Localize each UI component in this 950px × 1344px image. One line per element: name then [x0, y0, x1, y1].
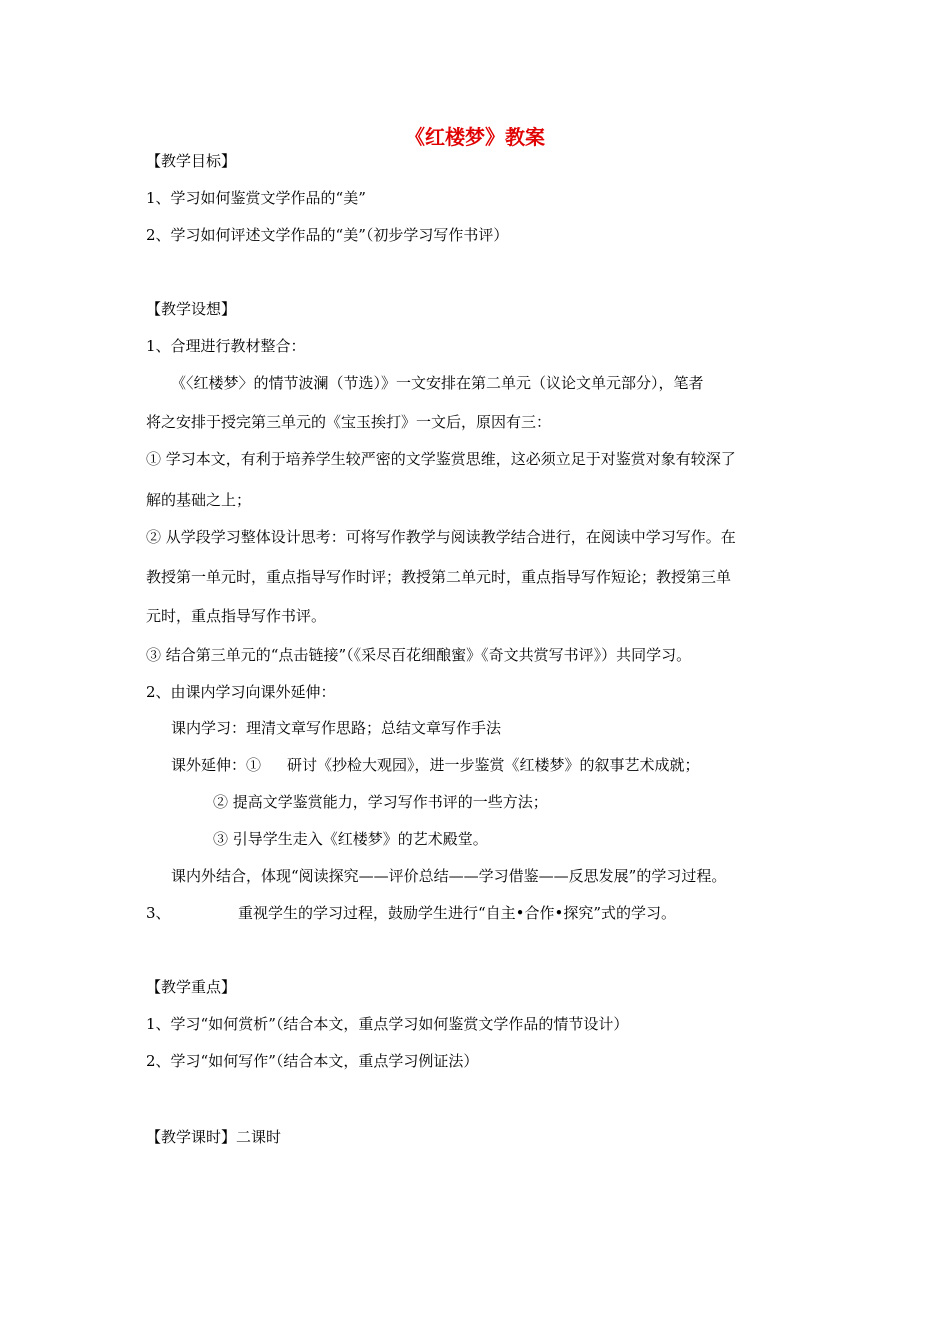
section-heading-hours — [146, 1127, 281, 1147]
document-title: 《红楼梦》教案 — [405, 125, 545, 149]
reason-line: 教授第一单元时，重点指导写作时评；教授第二单元时，重点指导写作短论；教授第三单 — [146, 568, 732, 586]
outer-extension-item: ② 提高文学鉴赏能力，学习写作书评的一些方法； — [213, 793, 548, 811]
reason-line: ① 学习本文，有利于培养学生较严密的文学鉴赏思维，这必须立足于对鉴赏对象有较深了 — [146, 450, 736, 468]
outer-extension-item: ③ 引导学生走入《红楼梦》的艺术殿堂。 — [213, 830, 488, 848]
outer-extension-label: 课外延伸：① — [171, 756, 262, 774]
outer-extension-item: 研讨《抄检大观园》，进一步鉴赏《红楼梦》的叙事艺术成就； — [287, 756, 700, 774]
reason-line: 元时，重点指导写作书评。 — [146, 607, 327, 625]
design-paragraph-line: 将之安排于授完第三单元的《宝玉挨打》一文后，原因有三： — [146, 413, 552, 431]
hours-value: 二课时 — [236, 1128, 282, 1146]
reason-line: 解的基础之上； — [146, 491, 252, 509]
section-heading-design: 【教学设想】 — [146, 300, 237, 318]
combine-line: 课内外结合，体现“阅读探究——评价总结——学习借鉴——反思发展”的学习过程。 — [171, 867, 727, 885]
design-paragraph-line: 《〈红楼梦〉的情节波澜（节选）》一文安排在第二单元（议论文单元部分），笔者 — [171, 374, 704, 392]
section-heading-goals: 【教学目标】 — [146, 152, 237, 170]
reason-line: ② 从学段学习整体设计思考：可将写作教学与阅读教学结合进行，在阅读中学习写作。在 — [146, 528, 736, 546]
design-point-title: 1、合理进行教材整合： — [146, 337, 306, 355]
reason-line: ③ 结合第三单元的“点击链接”（《采尽百花细酿蜜》《奇文共赏写书评》）共同学习。 — [146, 646, 692, 664]
goal-item: 1、学习如何鉴赏文学作品的“美” — [146, 189, 366, 207]
key-item: 1、学习“如何赏析”（结合本文，重点学习如何鉴赏文学作品的情节设计） — [146, 1015, 629, 1033]
section-heading-key: 【教学重点】 — [146, 978, 237, 996]
design-point-text: 重视学生的学习过程，鼓励学生进行“自主•合作•探究”式的学习。 — [238, 904, 677, 922]
hours-heading: 【教学课时】 — [146, 1128, 237, 1146]
key-item: 2、学习“如何写作”（结合本文，重点学习例证法） — [146, 1052, 479, 1070]
goal-item: 2、学习如何评述文学作品的“美”（初步学习写作书评） — [146, 226, 509, 244]
inner-learning-line: 课内学习：理清文章写作思路；总结文章写作手法 — [171, 719, 502, 737]
design-point-title: 2、由课内学习向课外延伸： — [146, 683, 336, 701]
design-point-number: 3、 — [146, 904, 171, 922]
